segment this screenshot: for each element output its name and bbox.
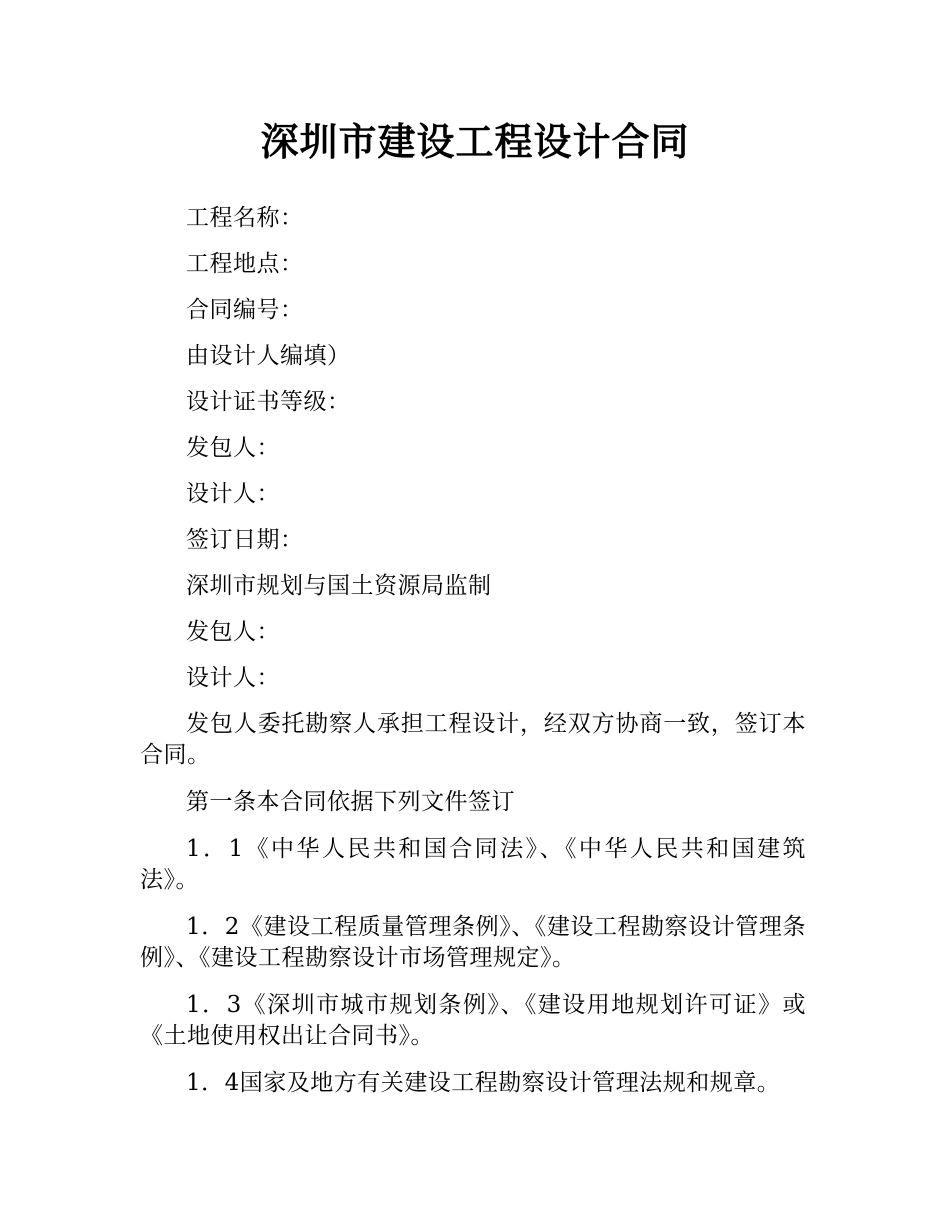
clause-1-1: 1．1《中华人民共和国合同法》、《中华人民共和国建筑法》。 (140, 836, 806, 893)
clause-1-3: 1．3《深圳市城市规划条例》、《建设用地规划许可证》或《土地使用权出让合同书》。 (140, 992, 806, 1049)
article-one-heading: 第一条本合同依据下列文件签订 (186, 789, 515, 815)
clause-1-2: 1．2《建设工程质量管理条例》、《建设工程勘察设计管理条例》、《建设工程勘察设计市场管理规定》。 (140, 914, 806, 971)
field-project-name: 工程名称： (186, 205, 304, 231)
field-employer-second: 发包人： (186, 619, 280, 645)
field-project-location: 工程地点： (186, 251, 304, 277)
field-signing-date: 签订日期： (186, 527, 304, 553)
field-employer: 发包人： (186, 435, 280, 461)
clause-1-4: 1．4国家及地方有关建设工程勘察设计管理法规和规章。 (186, 1070, 781, 1096)
field-contract-number: 合同编号： (186, 297, 304, 323)
field-designer-second: 设计人： (186, 665, 280, 691)
supervisor-line: 深圳市规划与国土资源局监制 (186, 573, 492, 599)
field-designer: 设计人： (186, 481, 280, 507)
document-title: 深圳市建设工程设计合同 (260, 120, 690, 164)
field-certificate-grade: 设计证书等级： (186, 389, 351, 415)
intro-paragraph: 发包人委托勘察人承担工程设计，经双方协商一致，签订本合同。 (140, 711, 806, 768)
field-contract-number-note: 由设计人编填） (186, 343, 351, 369)
document-body (140, 203, 806, 1115)
